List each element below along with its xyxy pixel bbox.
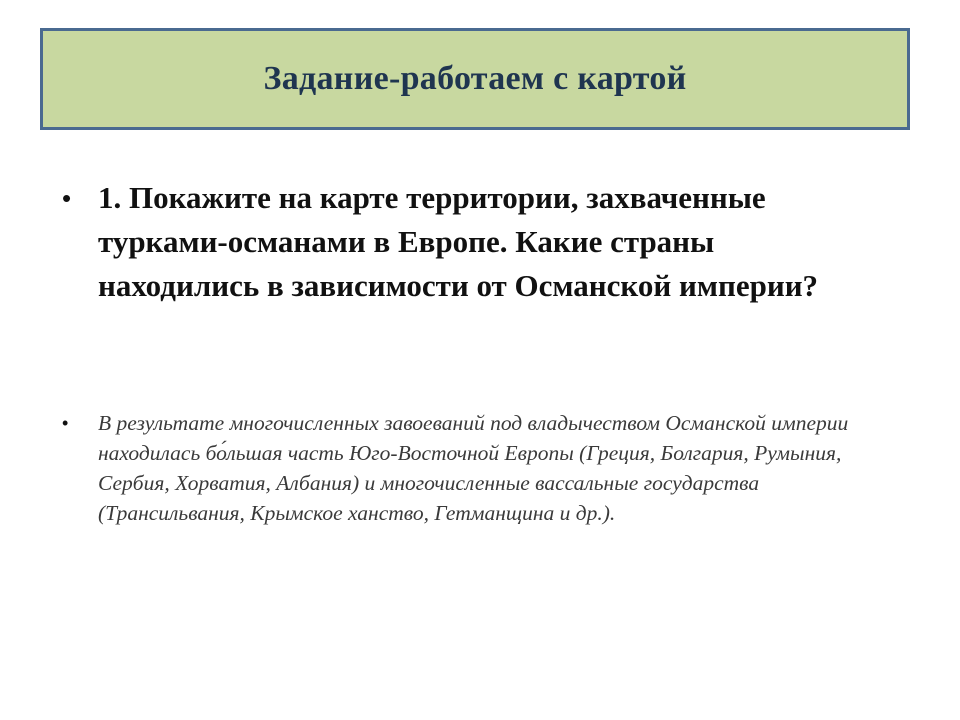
answer-text: В результате многочисленных завоеваний под владычеством Османской империи находилась бо́льшая часть Юго-Восточной Европы (Греция, Болгария, Румыния, Сербия, Хорватия, Албания) и многочисленные вассальные государства (Трансильвания, Крымское ханство, Гетманщина и др.).	[98, 411, 849, 525]
slide-title: Задание-работаем с картой	[263, 60, 687, 97]
question-bullet	[62, 178, 862, 308]
bullet-marker: •	[62, 413, 69, 433]
answer-bullet	[62, 408, 892, 528]
bullet-marker: •	[62, 183, 72, 213]
slide-title-box	[40, 28, 910, 130]
question-text: 1. Покажите на карте территории, захваченные турками-османами в Европе. Какие страны находились в зависимости от Османской империи?	[98, 180, 819, 303]
